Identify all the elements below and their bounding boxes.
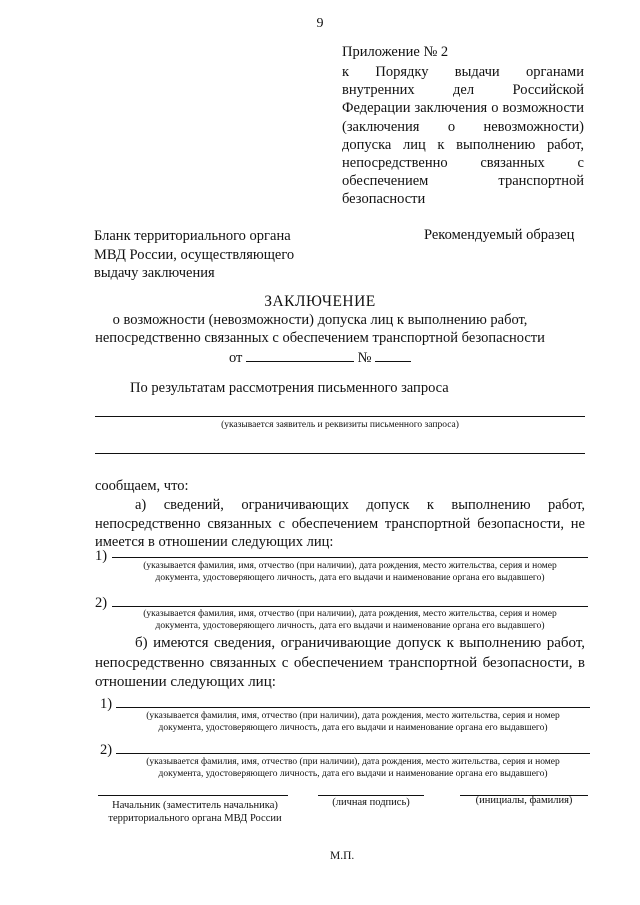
document-subtitle: о возможности (невозможности) допуска лиц к выполнению работ,: [112, 312, 528, 328]
document-title: ЗАКЛЮЧЕНИЕ: [264, 293, 376, 310]
blank-line: выдачу заключения: [94, 265, 215, 281]
item-number: 1): [95, 548, 108, 564]
person-field[interactable]: [112, 557, 588, 558]
number-field[interactable]: [375, 348, 411, 362]
document-subtitle: непосредственно связанных с обеспечением транспортной безопасности: [95, 330, 545, 346]
chief-line: [98, 795, 288, 796]
item-number: 2): [100, 742, 113, 758]
person-field[interactable]: [116, 707, 590, 708]
person-hint: (указывается фамилия, имя, отчество (при наличии), дата рождения, место жительства, серия и номер документа, удостоверяющего личность, дата его выдачи и наименование органа его выдавшего): [146, 757, 560, 779]
request-field[interactable]: [95, 416, 585, 417]
person-hint: (указывается фамилия, имя, отчество (при наличии), дата рождения, место жительства, серия и номер документа, удостоверяющего личность, дата его выдачи и наименование органа его выдавшего): [143, 561, 557, 583]
appendix-text: к Порядку выдачи органами внутренних дел Российской Федерации заключения о возможности (заключения о невозможности) допуска лиц к выполнению работ, непосредственно связанных с обеспечением транспортной безопасности: [342, 64, 584, 208]
date-field[interactable]: [246, 348, 354, 362]
item-number: 2): [95, 595, 108, 611]
date-number-line: [0, 348, 640, 367]
appendix-title: Приложение № 2: [342, 44, 449, 60]
request-text: По результатам рассмотрения письменного запроса: [130, 380, 449, 396]
page-number: 9: [316, 16, 324, 31]
blank-line: МВД России, осуществляющего: [94, 246, 295, 263]
date-prefix: от: [228, 350, 243, 366]
request-field-2[interactable]: [95, 453, 585, 454]
blank-line: Бланк территориального органа: [94, 228, 291, 244]
blank-label: [94, 227, 324, 283]
recommended-sample-label: Рекомендуемый образец: [424, 227, 575, 243]
initials-label: (инициалы, фамилия): [475, 795, 573, 806]
section-b-text: б) имеются сведения, ограничивающие допуск к выполнению работ, непосредственно связанных с обеспечением транспортной безопасности, в отношении следующих лиц:: [95, 635, 585, 690]
person-field[interactable]: [116, 753, 590, 754]
request-hint: (указывается заявитель и реквизиты письменного запроса): [221, 420, 459, 430]
person-field[interactable]: [112, 606, 588, 607]
stamp-label: М.П.: [330, 850, 355, 862]
chief-title: Начальник (заместитель начальника) территориального органа МВД России: [108, 800, 282, 824]
number-prefix: №: [357, 350, 372, 366]
person-hint: (указывается фамилия, имя, отчество (при наличии), дата рождения, место жительства, серия и номер документа, удостоверяющего личность, дата его выдачи и наименование органа его выдавшего): [146, 711, 560, 733]
person-hint: (указывается фамилия, имя, отчество (при наличии), дата рождения, место жительства, серия и номер документа, удостоверяющего личность, дата его выдачи и наименование органа его выдавшего): [143, 609, 557, 631]
section-a-text: а) сведений, ограничивающих допуск к выполнению работ, непосредственно связанных с обеспечением транспортной безопасности, не имеется в отношении следующих лиц:: [95, 497, 585, 550]
signature-label: (личная подпись): [332, 797, 410, 808]
report-text: сообщаем, что:: [95, 478, 189, 494]
item-number: 1): [100, 696, 113, 712]
